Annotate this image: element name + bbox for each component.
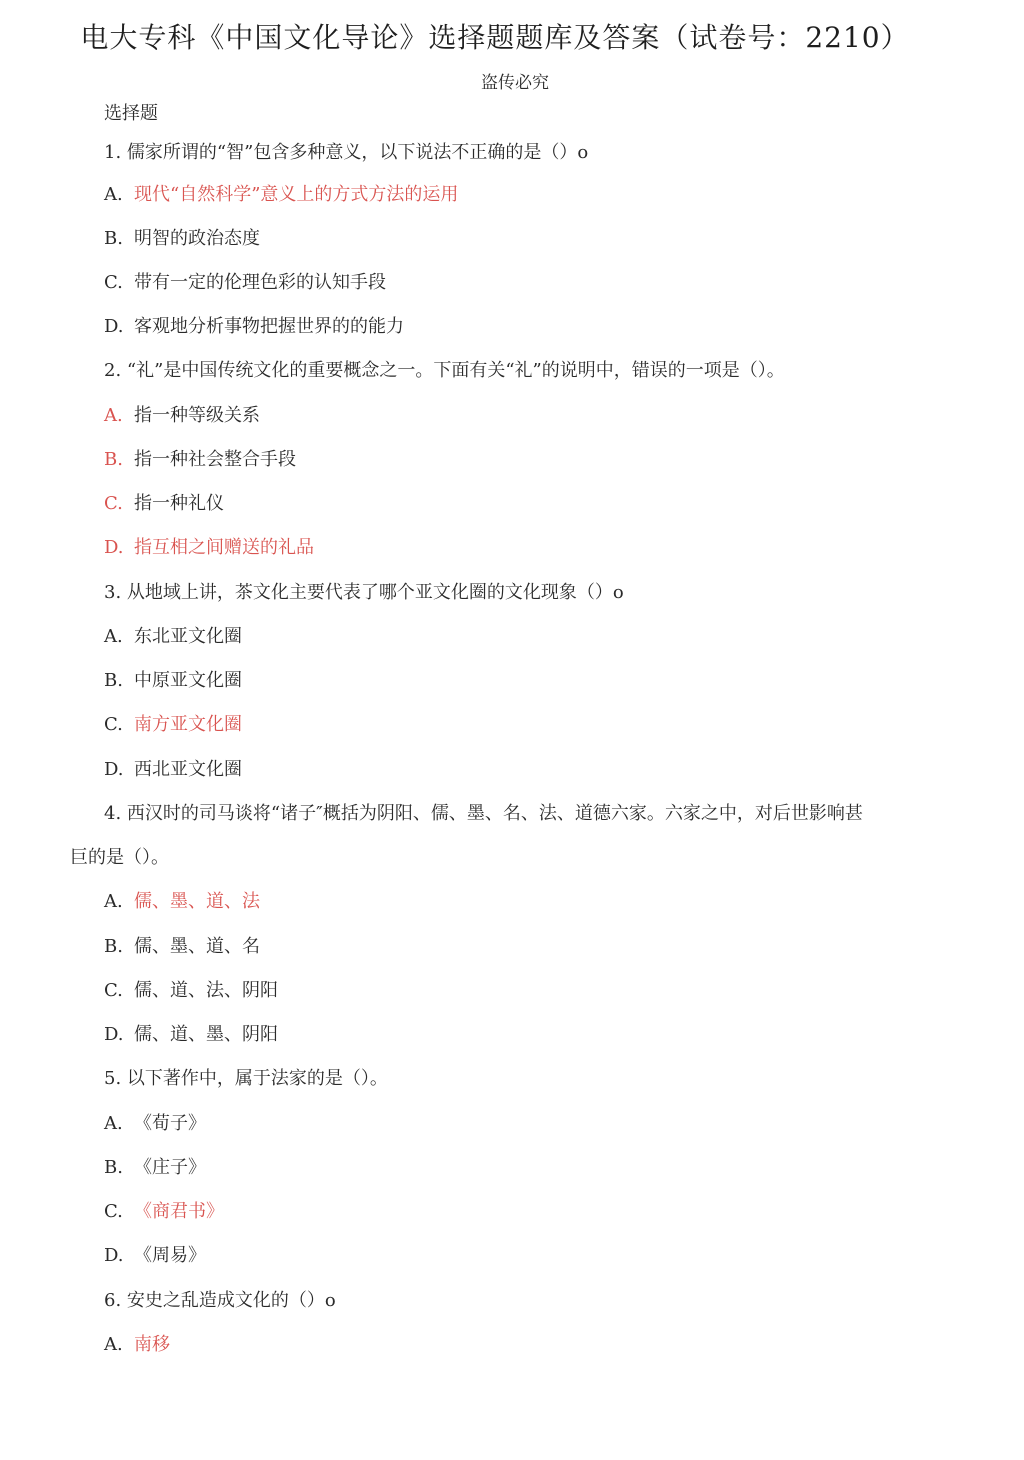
option-text: 东北亚文化圈	[134, 626, 242, 647]
document-title: 电大专科《中国文化导论》选择题题库及答案（试卷号：2210）	[80, 21, 910, 54]
option-letter: C.	[104, 493, 123, 514]
document-subtitle: 盗传必究	[481, 73, 549, 93]
q5-option-b	[104, 1155, 206, 1181]
q4-option-d	[104, 1022, 278, 1048]
q5-option-c	[104, 1199, 224, 1225]
q2-option-d	[104, 535, 314, 561]
question-number: 6.	[104, 1290, 122, 1311]
question-text: 西汉时的司马谈将“诸子″概括为阴阳、儒、墨、名、法、道德六家。六家之中，对后世影响甚	[126, 803, 863, 824]
option-text: 《商君书》	[134, 1201, 224, 1222]
option-letter: A.	[104, 1334, 123, 1355]
question-text: 儒家所谓的“智”包含多种意义，以下说法不正确的是（）o	[126, 142, 589, 163]
question-number: 5.	[104, 1068, 122, 1089]
option-letter: B.	[104, 1157, 123, 1178]
q1-option-a	[104, 182, 458, 208]
option-text: 儒、墨、道、名	[134, 936, 260, 957]
option-letter: C.	[104, 272, 123, 293]
option-text: 《周易》	[134, 1245, 206, 1266]
question-text: “礼”是中国传统文化的重要概念之一。下面有关“礼”的说明中，错误的一项是（）。	[126, 360, 785, 381]
option-text: 西北亚文化圈	[134, 759, 242, 780]
question-1	[104, 140, 588, 166]
question-3	[104, 580, 624, 606]
option-text: 指一种等级关系	[134, 405, 260, 426]
option-letter: A.	[104, 626, 123, 647]
q2-option-b	[104, 447, 296, 473]
q3-option-d	[104, 757, 242, 783]
option-text: 儒、墨、道、法	[134, 891, 260, 912]
q5-option-d	[104, 1243, 206, 1269]
question-4-continued: 巨的是（）。	[70, 847, 169, 868]
option-text: 儒、道、法、阴阳	[134, 980, 278, 1001]
option-letter: B.	[104, 936, 123, 957]
question-text: 以下著作中，属于法家的是（）。	[126, 1068, 388, 1089]
option-letter: A.	[104, 184, 123, 205]
q4-option-b	[104, 934, 260, 960]
option-letter: A.	[104, 891, 123, 912]
q2-option-c	[104, 491, 224, 517]
option-text: 指一种社会整合手段	[134, 449, 296, 470]
q5-option-a	[104, 1111, 206, 1137]
option-text: 客观地分析事物把握世界的的能力	[134, 316, 404, 337]
option-letter: C.	[104, 1201, 123, 1222]
option-text: 中原亚文化圈	[134, 670, 242, 691]
option-text: 《庄子》	[134, 1157, 206, 1178]
option-text: 儒、道、墨、阴阳	[134, 1024, 278, 1045]
option-letter: B.	[104, 670, 123, 691]
option-letter: C.	[104, 980, 123, 1001]
q1-option-b	[104, 226, 260, 252]
option-text: 明智的政治态度	[134, 228, 260, 249]
q1-option-c	[104, 270, 386, 296]
question-number: 1.	[104, 142, 122, 163]
q2-option-a	[104, 403, 260, 429]
option-letter: C.	[104, 714, 123, 735]
option-letter: A.	[104, 1113, 123, 1134]
question-text: 安史之乱造成文化的（）o	[126, 1290, 336, 1311]
option-text: 指一种礼仪	[134, 493, 224, 514]
option-letter: D.	[104, 1024, 124, 1045]
option-letter: A.	[104, 405, 123, 426]
option-letter: D.	[104, 537, 124, 558]
option-letter: D.	[104, 759, 124, 780]
q4-option-a	[104, 889, 260, 915]
q3-option-a	[104, 624, 242, 650]
option-text: 带有一定的伦理色彩的认知手段	[134, 272, 386, 293]
question-6	[104, 1288, 336, 1314]
q3-option-b	[104, 668, 242, 694]
option-letter: B.	[104, 449, 123, 470]
option-text: 现代“自然科学”意义上的方式方法的运用	[134, 184, 459, 205]
q3-option-c	[104, 712, 242, 738]
question-2	[104, 358, 785, 384]
question-4	[104, 801, 863, 827]
question-number: 2.	[104, 360, 122, 381]
option-text: 南移	[134, 1334, 170, 1355]
section-heading: 选择题	[104, 103, 158, 124]
q6-option-a	[104, 1332, 170, 1358]
q4-option-c	[104, 978, 278, 1004]
question-number: 4.	[104, 803, 122, 824]
option-text: 南方亚文化圈	[134, 714, 242, 735]
option-letter: D.	[104, 316, 124, 337]
option-text: 《荀子》	[134, 1113, 206, 1134]
question-number: 3.	[104, 582, 122, 603]
option-letter: B.	[104, 228, 123, 249]
q1-option-d	[104, 314, 404, 340]
question-5	[104, 1066, 388, 1092]
option-text: 指互相之间赠送的礼品	[134, 537, 314, 558]
question-text: 从地域上讲，茶文化主要代表了哪个亚文化圈的文化现象（）o	[126, 582, 624, 603]
option-letter: D.	[104, 1245, 124, 1266]
